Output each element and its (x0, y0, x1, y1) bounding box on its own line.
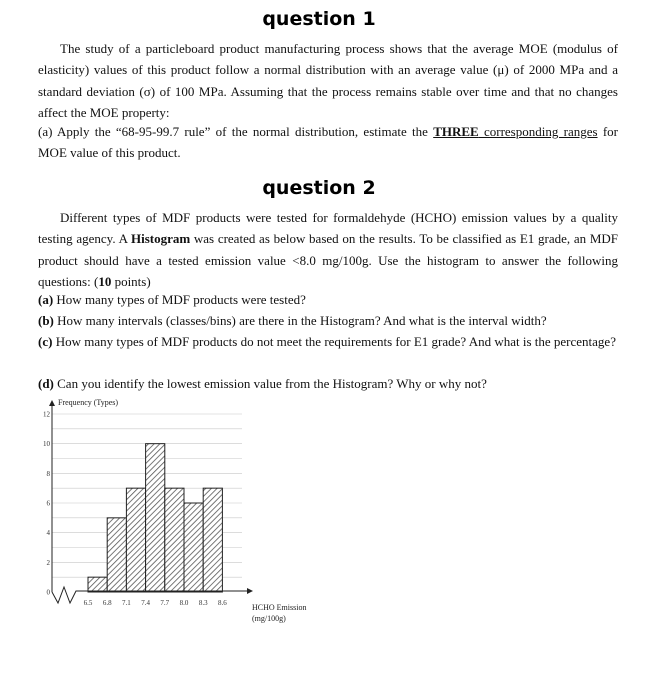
x-tick-label: 8.3 (198, 599, 208, 607)
y-tick-labels (43, 411, 51, 597)
y-axis-arrow-icon (49, 400, 55, 406)
y-axis-label: Frequency (Types) (58, 398, 119, 407)
part-text: How many types of MDF products do not meet the requirements for E1 grade? And what is the percentage? (52, 334, 616, 349)
question-2-title: question 2 (262, 177, 376, 199)
intro-histogram-bold: Histogram (130, 231, 191, 247)
bars (88, 444, 222, 592)
y-tick-label: 8 (46, 469, 50, 478)
part-label: (d) (38, 376, 54, 391)
y-tick-label: 10 (43, 440, 50, 449)
x-tick-label: 6.5 (83, 599, 93, 607)
x-tick-label: 8.0 (179, 599, 189, 607)
y-tick-label: 2 (46, 558, 50, 567)
histogram-chart (30, 392, 330, 628)
question-2-part-c (38, 331, 618, 352)
part-a-suffix: for MOE value of this product. (38, 124, 618, 161)
question-1-body: The study of a particleboard product manufacturing process shows that the average MOE (modulus of elasticity) values of this product follow a normal distribution with an average value (μ) of 2000 MPa and a standard deviation (σ) of 100 MPa. Assuming that the process remains stable over time and that no changes affect the MOE property: (38, 41, 618, 120)
question-1-title: question 1 (262, 8, 376, 30)
histogram-bar (126, 488, 145, 592)
y-tick-label: 6 (46, 499, 50, 508)
x-axis-label-line-1: HCHO Emission (252, 603, 307, 612)
x-axis-arrow-icon (247, 588, 253, 594)
x-axis-label-line-2: (mg/100g) (252, 614, 286, 623)
question-1-part-a (38, 121, 618, 164)
part-text: Can you identify the lowest emission value from the Histogram? Why or why not? (53, 376, 487, 391)
intro-part-2: was created as below based on the results. To be classified as E1 grade, an MDF product should have a tested emission value <8.0 mg/100g. Use the histogram to answer the following questions: ( (38, 231, 618, 289)
part-text: How many types of MDF products were tested? (53, 292, 306, 307)
histogram-bar (146, 444, 165, 592)
histogram-bar (88, 577, 107, 592)
histogram-bar (165, 488, 184, 592)
axis-break-zigzag (52, 587, 88, 603)
y-tick-label: 0 (46, 588, 50, 597)
part-a-underlined: corresponding ranges (478, 124, 598, 139)
y-tick-label: 12 (43, 410, 50, 419)
x-tick-label: 7.4 (141, 599, 150, 607)
x-tick-labels (84, 599, 228, 607)
question-2-part-a (38, 289, 618, 310)
part-label: (b) (38, 313, 54, 328)
part-label: (a) (38, 292, 54, 307)
histogram-bar (107, 518, 126, 592)
x-tick-label: 7.1 (122, 599, 131, 607)
question-2-intro (38, 207, 618, 292)
part-label: (c) (38, 334, 53, 349)
x-tick-label: 7.7 (160, 599, 170, 607)
intro-points-bold: 10 (98, 273, 112, 289)
part-a-bold: THREE (433, 124, 479, 139)
intro-part-3: points) (111, 273, 151, 289)
part-text: How many intervals (classes/bins) are there in the Histogram? And what is the interval width? (53, 313, 547, 328)
question-2-part-b (38, 310, 618, 331)
part-a-prefix: (a) Apply the “68-95-99.7 rule” of the normal distribution, estimate the (38, 124, 434, 139)
histogram-bar (184, 503, 203, 592)
intro-part-1: Different types of MDF products were tested for formaldehyde (HCHO) emission values by a quality testing agency. A (38, 210, 618, 247)
y-tick-label: 4 (46, 529, 50, 538)
x-tick-label: 8.6 (218, 599, 227, 607)
histogram-bar (203, 488, 222, 592)
x-tick-label: 6.8 (102, 599, 112, 607)
